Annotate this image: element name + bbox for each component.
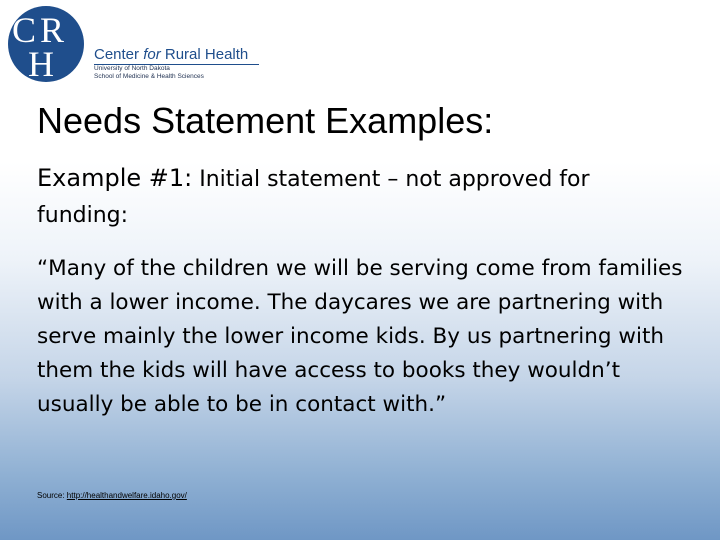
source-label: Source: <box>37 491 67 500</box>
logo-school: School of Medicine & Health Sciences <box>94 73 204 80</box>
logo-monogram: C R H <box>12 10 65 84</box>
slide-title: Needs Statement Examples: <box>37 100 494 141</box>
logo-organization-name: Center for Rural Health <box>94 46 249 63</box>
example-heading <box>37 160 677 234</box>
example-description: Initial statement – not approved for funding: <box>37 167 590 228</box>
source-citation <box>37 491 187 500</box>
example-lead: Example #1: <box>37 164 193 192</box>
center-for-rural-health-logo <box>4 2 264 86</box>
logo-university: University of North Dakota <box>94 65 170 72</box>
needs-statement-quote: “Many of the children we will be serving come from families with a lower income. The daycares we are partnering with serve mainly the lower income kids. By us partnering with them the kids will have access to books they wouldn’t usually be able to be in contact with.” <box>37 256 683 417</box>
source-link[interactable]: http://healthandwelfare.idaho.gov/ <box>66 491 187 500</box>
